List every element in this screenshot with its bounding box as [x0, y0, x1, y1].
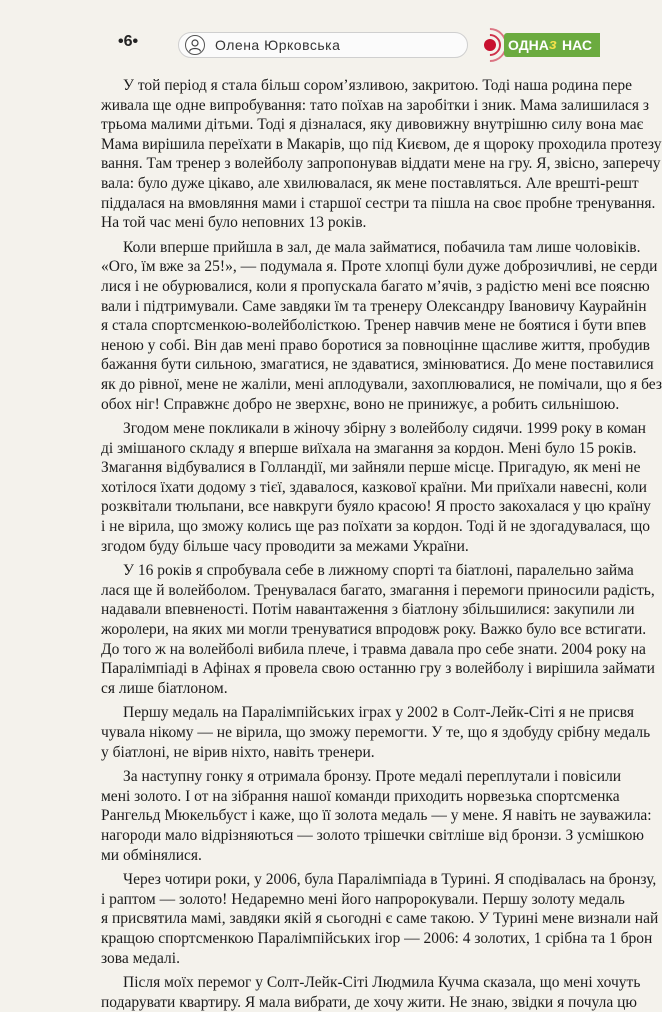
author-avatar-icon — [185, 35, 205, 55]
logo-bar — [504, 33, 600, 57]
text-line: До того ж на волейболі вибила плече, і травма давала про себе знати. 2004 року на — [101, 640, 646, 658]
text-line: як до рівної, мене не жаліли, мені аплодували, захоплювалися, не помічали, що я без — [101, 375, 662, 393]
text-line: і не вірила, що зможу колись ще раз поїхати за кордон. Тоді й не здогадувалася, що — [101, 518, 651, 536]
series-logo — [470, 30, 600, 60]
page-number: •6• — [118, 33, 139, 50]
page-header — [0, 30, 600, 60]
text-line: У 16 років я спробувала себе в лижному спорті та біатлоні, паралельно займа — [123, 562, 634, 580]
text-line: мені золото. І от на зібрання нашої команди приходить норвезька спортсменка — [101, 787, 620, 805]
paragraph — [101, 973, 641, 1012]
text-line: подарувати квартиру. Я мала вибрати, де хочу жити. Не знаю, звідки я почула цю — [101, 993, 637, 1011]
logo-word-z: з — [549, 36, 557, 53]
text-line: обох ніг! Справжнє добро не зверхнє, воно не принижує, а робить сильнішою. — [101, 395, 620, 413]
text-line: неною у собі. Він дав мені право боротися за повноцінне щасливе життя, пробудив — [101, 336, 650, 354]
logo-word-nas: НАС — [562, 37, 592, 53]
text-line: Рангельд Мюкельбуст і каже, що її золота медаль — у мене. Я навіть не зауважила: — [101, 807, 652, 825]
text-line: У той період я стала більш сором’язливою, закритою. Тоді наша родина пере — [123, 77, 633, 94]
logo-dot-icon — [484, 39, 496, 51]
text-line: «Ого, їм вже за 25!», — подумала я. Проте хлопці були дуже доброзичливі, не серди — [101, 258, 658, 276]
text-line: Коли вперше прийшла в зал, де мала займатися, побачила там лише чоловіків. — [123, 238, 641, 256]
paragraph — [101, 76, 662, 233]
text-line: Згодом мене покликали в жіночу збірну з волейболу сидячи. 1999 року в коман — [123, 420, 646, 438]
text-line: розквітали тюльпани, все навкруги буяло красою! Я просто закохалася у цю країну — [101, 498, 651, 516]
text-line: ді змішаного складу я вперше виїхала на змагання за кордон. Мені було 15 років. — [101, 439, 637, 457]
text-line: бажання бути сильною, змагатися, не здаватися, змінюватися. До мене поставилися — [101, 356, 654, 374]
text-line: Мама вирішила переїхати в Макарів, що під Києвом, де я щороку проходила протезу — [101, 135, 662, 153]
text-line: На той час мені було неповних 13 років. — [101, 214, 367, 232]
text-line: нагороди мало відрізняються — золото трішечки світліше від бронзи. З усмішкою — [101, 826, 644, 844]
paragraph — [101, 703, 651, 762]
text-line: ся лише біатлоном. — [101, 679, 228, 697]
text-line: Через чотири роки, у 2006, була Паралімпіада в Турині. Я сподівалась на бронзу, — [123, 871, 657, 889]
author-name: Олена Юрковська — [215, 37, 341, 53]
text-line: кращою спортсменкою Паралімпійських ігор — 2006: 4 золотих, 1 срібна та 1 брон — [101, 929, 653, 947]
paragraph — [101, 238, 662, 414]
text-line: Після моїх перемог у Солт-Лейк-Сіті Людмила Кучма сказала, що мені хочуть — [123, 974, 641, 992]
text-line: Першу медаль на Паралімпійських іграх у 2002 в Солт-Лейк-Сіті я не присвя — [123, 704, 635, 722]
paragraph — [101, 870, 659, 968]
text-line: зова медалі. — [101, 949, 180, 967]
text-line: згодом буду більше часу проводити за межами України. — [101, 537, 469, 555]
paragraph — [101, 561, 655, 698]
author-banner — [178, 32, 468, 58]
paragraph — [101, 419, 651, 556]
text-line: хотілося їхати додому з тієї, здавалося, казкової країни. Ми приїхали навесні, коли — [101, 478, 647, 496]
text-line: ми обмінялися. — [101, 846, 202, 864]
text-line: надавали впевненості. Потім навантаження з біатлону збільшилися: закупили ли — [101, 601, 635, 619]
article-text — [101, 76, 662, 1012]
text-line: За наступну гонку я отримала бронзу. Проте медалі переплутали і повісили — [123, 768, 622, 786]
text-line: я присвятила мамі, завдяки якій я сьогодні є саме такою. У Турині мене визнали най — [101, 910, 659, 928]
text-line: вання. Там тренер з волейболу запропонував віддати мене на гру. Я, звісно, заперечу — [101, 155, 661, 173]
text-line: і раптом — золото! Недаремно мені його напророкували. Першу золоту медаль — [101, 890, 625, 908]
text-line: жоролери, на яких ми могли тренуватися впродовж року. Важко було все встигати. — [101, 621, 647, 639]
logo-word-one: ОДНА — [508, 37, 549, 53]
text-line: чувала нікому — не вірила, що зможу перемогти. У те, що я здобуду срібну медаль — [101, 724, 651, 741]
text-line: я стала спортсменкою-волейболісткою. Тренер навчив мене не боятися і бути впев — [101, 317, 647, 335]
text-line: піддалася на вмовляння мами і старшої сестри та пішла на своє пробне тренування. — [101, 194, 656, 212]
text-line: Паралімпіаді в Афінах я провела свою останню гру з волейболу і вирішила займати — [101, 660, 655, 678]
text-line: у біатлоні, не вірив ніхто, навіть тренери. — [101, 743, 375, 761]
text-line: трьома малими дітьми. Тоді я дізналася, яку дивовижну внутрішню силу вона має — [101, 116, 644, 134]
paragraph — [101, 767, 652, 865]
text-line: вали і підтримували. Саме завдяки їм та тренеру Олександру Івановичу Каурайнін — [101, 297, 647, 315]
text-line: живала ще одне випробування: тато поїхав на заробітки і зник. Мама залишилася з — [101, 96, 650, 114]
text-line: лася ще й волейболом. Тренувалася багато, змагання і перемоги приносили радість, — [101, 581, 655, 599]
text-line: лися і не обурювалися, коли я пропускала багато м’ячів, з радістю мені все поясню — [101, 277, 650, 295]
text-line: вала: було дуже цікаво, але хвилювалася, як мене поставляться. Але врешті-решт — [101, 174, 639, 192]
text-line: Змагання відбувалися в Голландії, ми зайняли перше місце. Пригадую, як мені не — [101, 459, 641, 477]
